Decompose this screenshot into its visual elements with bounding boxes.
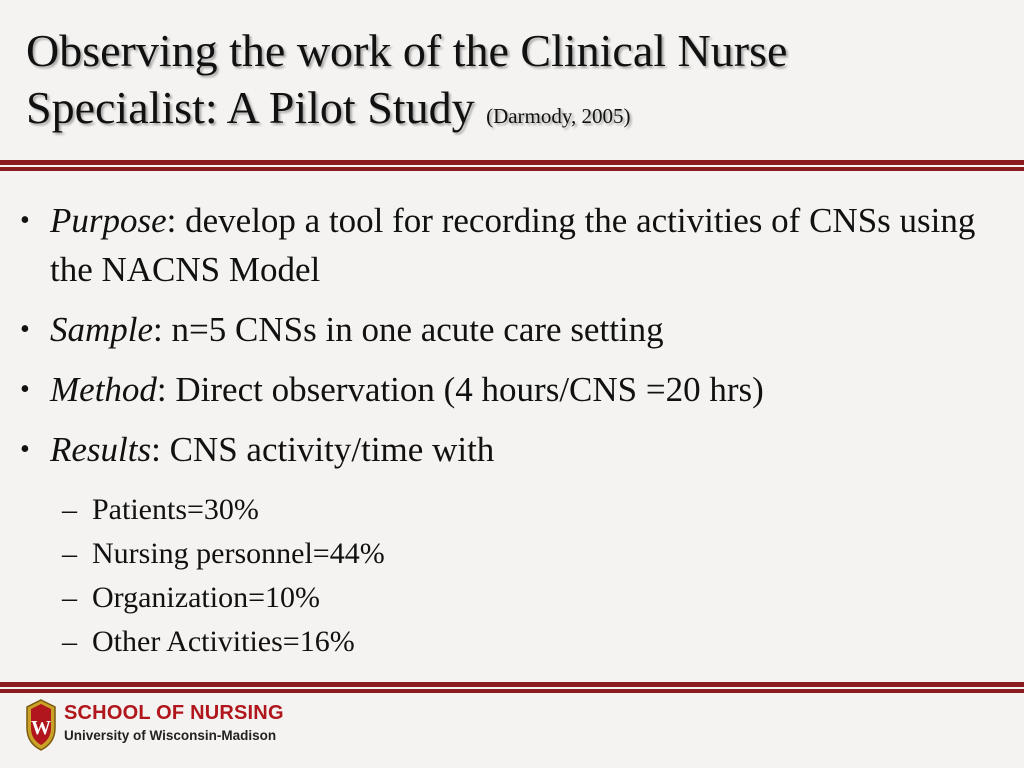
bullet-text: : n=5 CNSs in one acute care setting	[153, 310, 664, 349]
result-text: Organization=10%	[92, 581, 320, 614]
result-item-nursing	[62, 532, 962, 576]
bullet-purpose	[18, 196, 1008, 294]
slide-title	[26, 22, 1006, 145]
bullet-sample	[18, 305, 1008, 354]
bullet-label: Sample	[50, 310, 154, 349]
title-citation: (Darmody, 2005)	[486, 104, 631, 128]
bottom-divider	[0, 682, 1024, 693]
result-text: Other Activities=16%	[92, 625, 355, 658]
dash-icon: –	[62, 581, 77, 614]
university-name: University of Wisconsin-Madison	[64, 728, 277, 743]
bullet-list	[18, 196, 1008, 485]
result-item-patients	[62, 488, 962, 532]
result-text: Nursing personnel=44%	[92, 537, 385, 570]
title-line-1: Observing the work of the Clinical Nurse	[26, 25, 788, 76]
bullet-results	[18, 425, 1008, 474]
school-name: SCHOOL OF NURSING	[64, 702, 284, 724]
bullet-dot-icon: •	[20, 374, 30, 405]
dash-icon: –	[62, 537, 77, 570]
bullet-method	[18, 365, 1008, 414]
bullet-text: : CNS activity/time with	[151, 430, 495, 469]
top-divider	[0, 160, 1024, 171]
title-line-2	[26, 79, 1006, 145]
bullet-text: : Direct observation (4 hours/CNS =20 hrs)	[156, 370, 764, 409]
result-text: Patients=30%	[92, 493, 259, 526]
dash-icon: –	[62, 625, 77, 658]
results-sublist	[62, 488, 962, 664]
bullet-text: : develop a tool for recording the activities of CNSs using the NACNS Model	[50, 201, 976, 289]
bullet-label: Method	[50, 370, 157, 409]
dash-icon: –	[62, 493, 77, 526]
bullet-dot-icon: •	[20, 434, 30, 465]
bullet-label: Results	[50, 430, 152, 469]
result-item-other	[62, 620, 962, 664]
title-line-2-text: Specialist: A Pilot Study	[26, 82, 475, 133]
bullet-dot-icon: •	[20, 314, 30, 345]
school-logo	[24, 698, 324, 754]
crest-letter: W	[31, 717, 51, 739]
bullet-label: Purpose	[50, 201, 167, 240]
result-item-organization	[62, 576, 962, 620]
bullet-dot-icon: •	[20, 205, 30, 236]
crest-icon	[24, 698, 58, 752]
